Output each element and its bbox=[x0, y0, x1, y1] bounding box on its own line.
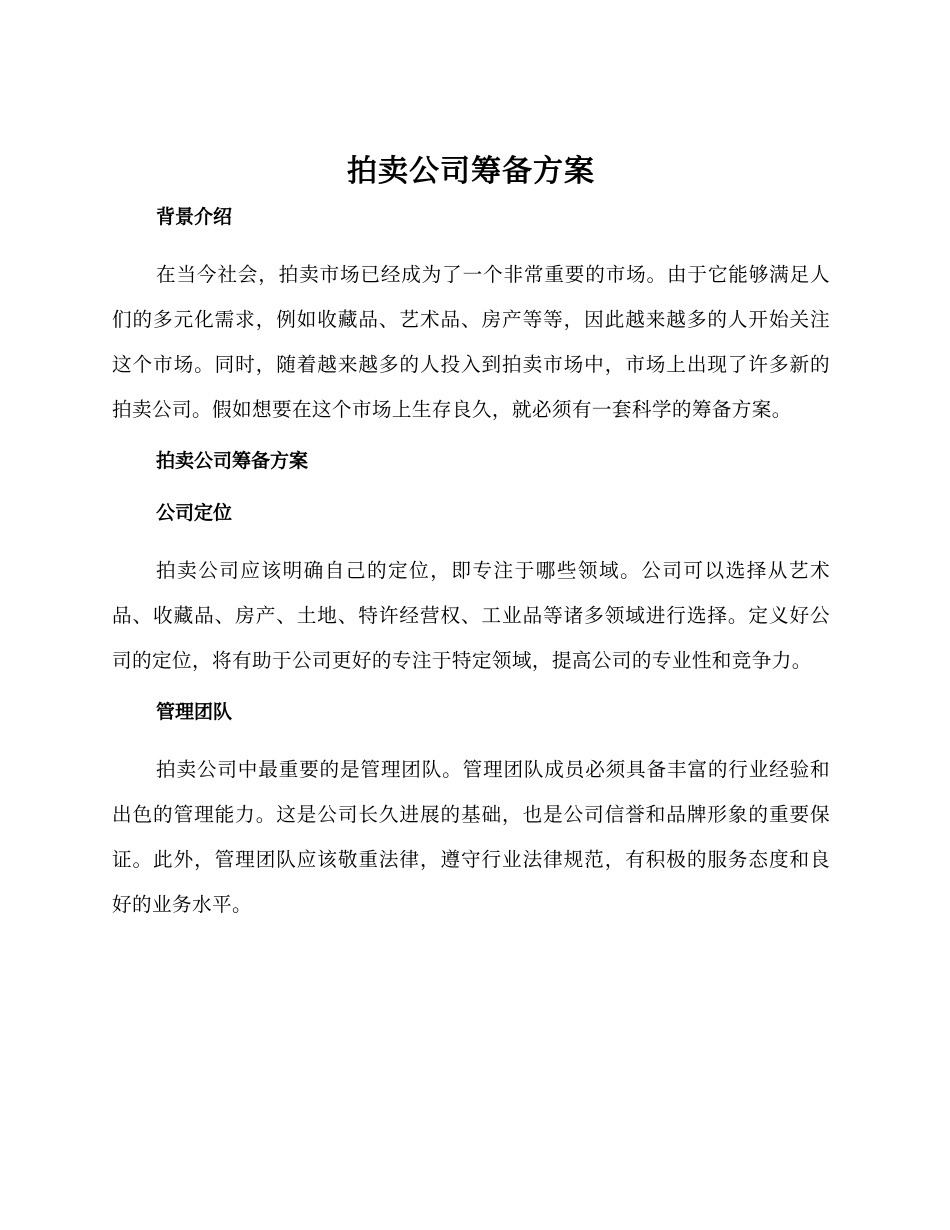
document-title: 拍卖公司筹备方案 bbox=[347, 154, 595, 189]
section-heading-plan: 拍卖公司筹备方案 bbox=[156, 450, 309, 472]
section-heading-background: 背景介绍 bbox=[156, 206, 233, 228]
section-heading-management-team: 管理团队 bbox=[156, 701, 233, 723]
section-paragraph-management-team: 拍卖公司中最重要的是管理团队。管理团队成员必须具备丰富的行业经验和出色的管理能力。这是公司长久进展的基础，也是公司信誉和品牌形象的重要保证。此外，管理团队应该敬重法律，遵守行业法律规范，有积极的服务态度和良好的业务水平。 bbox=[112, 758, 830, 916]
section-paragraph-background: 在当今社会，拍卖市场已经成为了一个非常重要的市场。由于它能够满足人们的多元化需求，例如收藏品、艺术品、房产等等，因此越来越多的人开始关注这个市场。同时，随着越来越多的人投入到拍卖市场中，市场上出现了许多新的拍卖公司。假如想要在这个市场上生存良久，就必须有一套科学的筹备方案。 bbox=[112, 263, 830, 421]
section-paragraph-positioning: 拍卖公司应该明确自己的定位，即专注于哪些领域。公司可以选择从艺术品、收藏品、房产、土地、特许经营权、工业品等诸多领域进行选择。定义好公司的定位，将有助于公司更好的专注于特定领域，提高公司的专业性和竞争力。 bbox=[112, 559, 830, 672]
document-page bbox=[112, 148, 830, 939]
section-heading-positioning: 公司定位 bbox=[156, 502, 233, 524]
